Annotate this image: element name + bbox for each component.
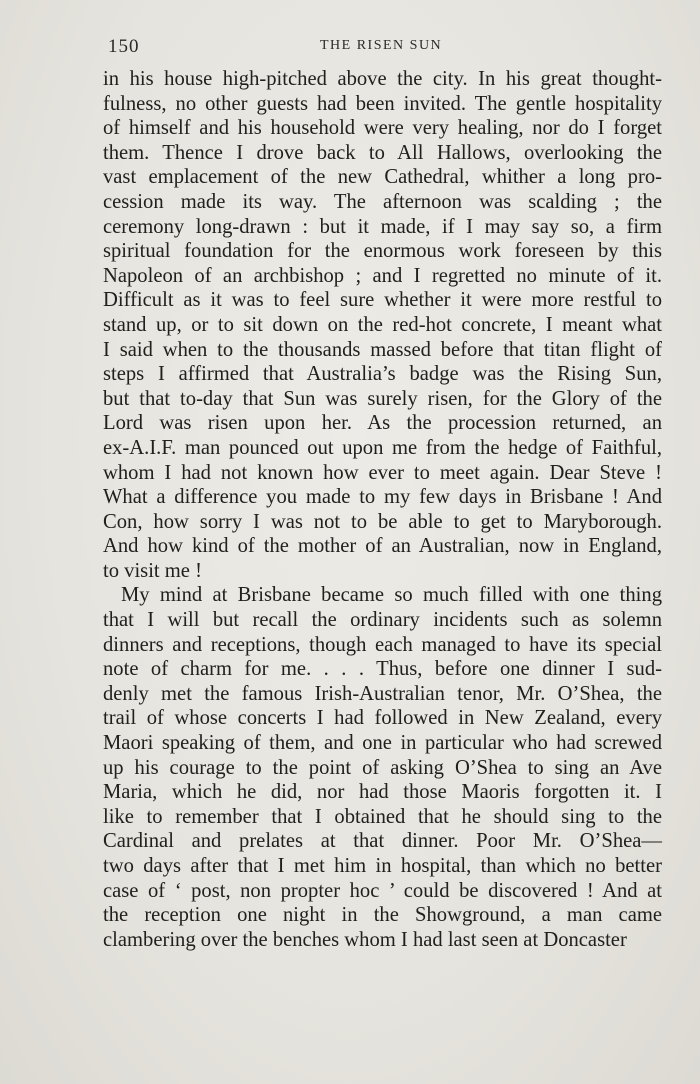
text-line: denly met the famous Irish-Australian tenor, Mr. O’Shea, the <box>103 682 662 705</box>
text-line: vast emplacement of the new Cathedral, whither a long pro- <box>103 166 662 189</box>
text-line: of himself and his household were very healing, nor do I forget <box>103 117 662 140</box>
text-line: note of charm for me. . . . Thus, before one dinner I sud- <box>103 658 662 681</box>
text-line: them. Thence I drove back to All Hallows, overlooking the <box>103 141 662 164</box>
text-line: in his house high-pitched above the city. In his great thought- <box>103 68 662 90</box>
text-line: trail of whose concerts I had followed in New Zealand, every <box>103 707 662 730</box>
text-line: to visit me ! <box>103 559 202 582</box>
text-line: clambering over the benches whom I had last seen at Doncaster <box>103 928 627 951</box>
text-line: Con, how sorry I was not to be able to get to Maryborough. <box>103 510 662 533</box>
text-line: And how kind of the mother of an Australian, now in England, <box>103 535 662 558</box>
paragraph <box>103 583 662 952</box>
text-line: stand up, or to sit down on the red-hot concrete, I meant what <box>103 313 662 336</box>
text-line: Difficult as it was to feel sure whether it were more restful to <box>103 289 662 312</box>
text-line: I said when to the thousands massed before that titan flight of <box>103 338 662 361</box>
text-line: the reception one night in the Showground, a man came <box>103 904 662 927</box>
text-line: Maori speaking of them, and one in particular who had screwed <box>103 732 662 755</box>
paragraph <box>103 67 662 583</box>
text-line: case of ‘ post, non propter hoc ’ could be discovered ! And at <box>103 879 662 902</box>
text-line: dinners and receptions, though each managed to have its special <box>103 633 662 656</box>
text-line: My mind at Brisbane became so much filled with one thing <box>121 584 662 607</box>
text-line: but that to-day that Sun was surely risen, for the Glory of the <box>103 387 662 410</box>
text-line: cession made its way. The afternoon was scalding ; the <box>103 190 662 213</box>
text-line: Maria, which he did, nor had those Maoris forgotten it. I <box>103 781 662 804</box>
text-line: spiritual foundation for the enormous work foreseen by this <box>103 240 662 263</box>
text-line: two days after that I met him in hospital, than which no better <box>103 855 662 877</box>
page-header <box>108 36 664 58</box>
text-line: steps I affirmed that Australia’s badge was the Rising Sun, <box>103 363 662 386</box>
text-line: up his courage to the point of asking O’Shea to sing an Ave <box>103 756 662 779</box>
text-line: ceremony long-drawn : but it made, if I may say so, a firm <box>103 215 662 238</box>
running-title: THE RISEN SUN <box>320 38 443 53</box>
text-line: Cardinal and prelates at that dinner. Poor Mr. O’Shea— <box>103 830 662 853</box>
text-line: that I will but recall the ordinary incidents such as solemn <box>103 609 662 632</box>
text-line: What a difference you made to my few days in Brisbane ! And <box>103 486 662 509</box>
text-line: whom I had not known how ever to meet again. Dear Steve ! <box>103 461 662 484</box>
text-line: Napoleon of an archbishop ; and I regretted no minute of it. <box>103 264 662 287</box>
text-line: Lord was risen upon her. As the procession returned, an <box>103 412 662 435</box>
text-line: fulness, no other guests had been invited. The gentle hospitality <box>103 92 662 115</box>
body-text <box>103 67 662 952</box>
text-line: ex-A.I.F. man pounced out upon me from the hedge of Faithful, <box>103 436 662 459</box>
page-number: 150 <box>108 36 140 57</box>
text-line: like to remember that I obtained that he should sing to the <box>103 805 662 828</box>
